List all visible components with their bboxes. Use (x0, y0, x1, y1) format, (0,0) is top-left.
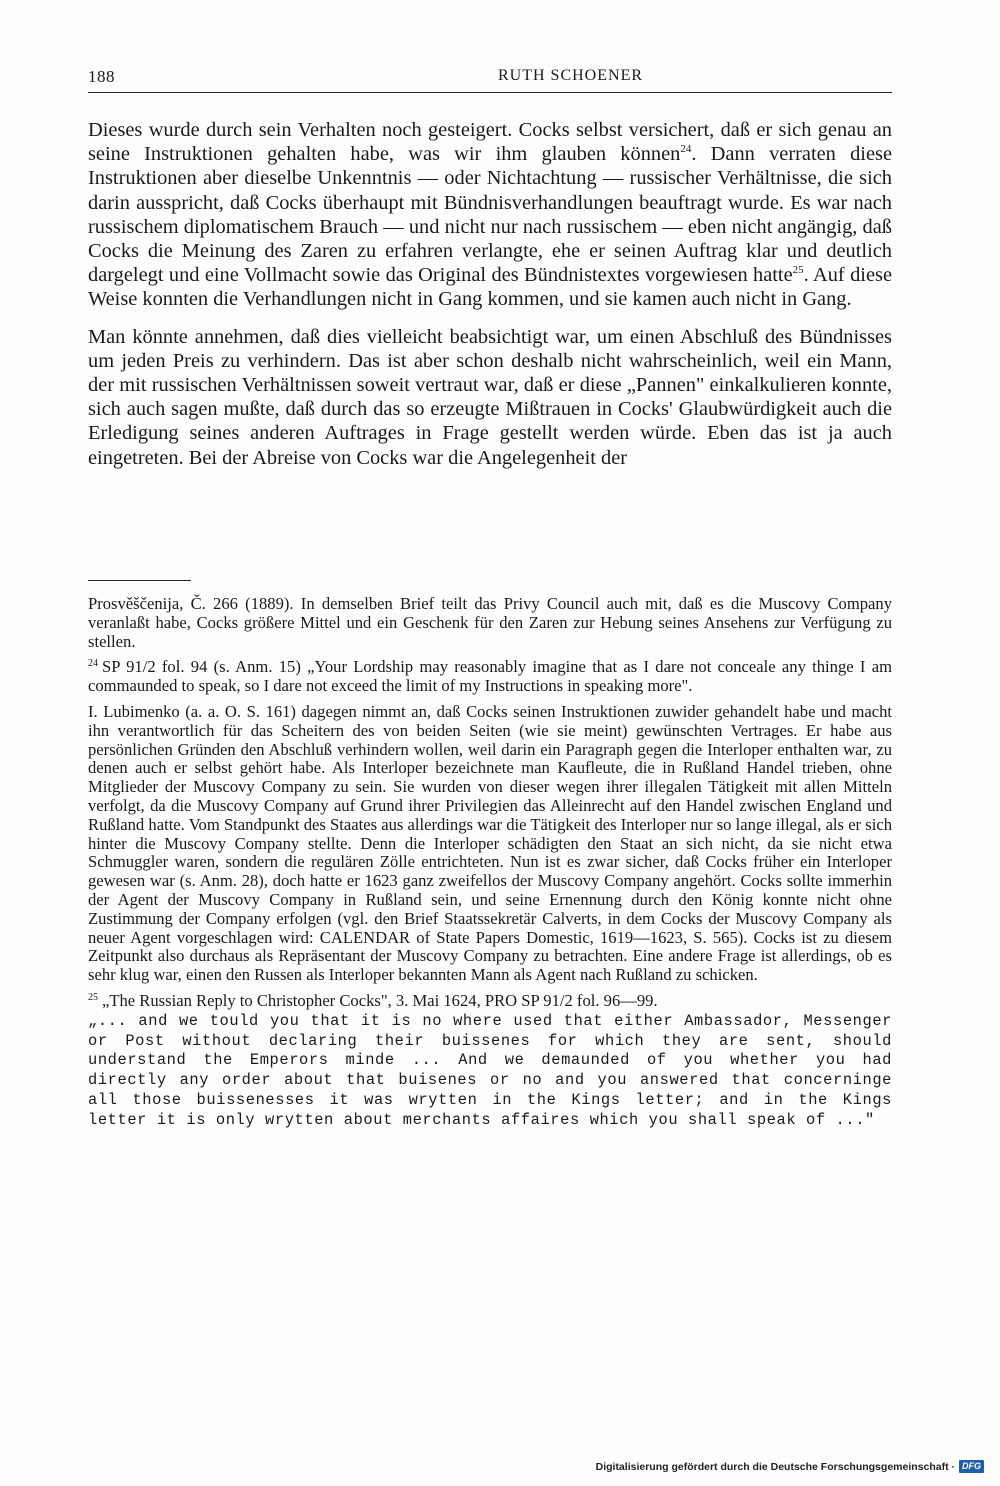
footnote-24 (88, 658, 892, 696)
credit-text: Digitalisierung gefördert durch die Deutsche Forschungsgemeinschaft · (595, 1460, 955, 1473)
footnote-25 (88, 992, 892, 1130)
footnote-ref-24: 24 (680, 143, 692, 156)
main-text (88, 118, 892, 470)
paragraph-1 (88, 118, 892, 312)
digitization-credit (596, 1460, 984, 1473)
paragraph-1-part-c: . Auf diese Weise konnten die Verhandlungen nicht in Gang kommen, und sie kamen auch nicht in Gang. (88, 264, 892, 311)
footnote-24-quote: SP 91/2 fol. 94 (s. Anm. 15) „Your Lordship may reasonably imagine that as I dare not conceale any thinge I am commaunded to speak, so I dare not exceed the limit of my Instructions in speaking more". (88, 657, 892, 696)
paragraph-1-part-a: Dieses wurde durch sein Verhalten noch gesteigert. Cocks selbst versichert, daß er sich genau an seine Instruktionen gehalten habe, was wir ihm glauben können (88, 119, 892, 166)
dfg-logo-icon: DFG (959, 1460, 984, 1473)
footnote-ref-25: 25 (792, 264, 804, 277)
footnote-24-commentary: I. Lubimenko (a. a. O. S. 161) dagegen nimmt an, daß Cocks seinen Instruktionen zuwider gehandelt habe und macht ihn verantwortlich für das Scheitern des von beiden Seiten (wie sie meint) gewünschten Vertrages. Er habe aus persönlichen Gründen den Abschluß verhindern wollen, weil darin ein Paragraph gegen die Interloper enthalten war, zu denen auch er selbst gehört habe. Als Interloper bezeichnete man Kaufleute, die in Rußland Handel trieben, ohne Mitglieder der Muscovy Company zu sein. Sie wurden von dieser wegen ihrer illegalen Tätigkeit mit allen Mitteln verfolgt, da die Muscovy Company auf Grund ihrer Privilegien das Alleinrecht auf den Handel zwischen England und Rußland hatte. Vom Standpunkt des Staates aus allerdings war die Tätigkeit des Interloper nur so lange illegal, als er sich hinter die Muscovy Company stellte. Denn die Interloper schädigten den Staat an sich nicht, da sie nicht etwa Schmuggler waren, sondern die regulären Zölle entrichteten. Nun ist es zwar sicher, daß Cocks früher ein Interloper gewesen war (s. Anm. 28), doch hatte er 1623 ganz zweifellos der Muscovy Company angehört. Cocks sollte immerhin der Agent der Muscovy Company in Rußland sein, und seine Ernennung durch den König konnte nicht ohne Zustimmung der Company erfolgen (vgl. den Brief Staatssekretär Calverts, in dem Cocks der Muscovy Company als neuer Agent vorgeschlagen wird: CALENDAR of State Papers Domestic, 1619—1623, S. 565). Cocks ist zu diesem Zeitpunkt also durchaus als Repräsentant der Muscovy Company zu betrachten. Eine andere Frage ist allerdings, ob es sehr klug war, einen den Russen als Interloper bekannten Mann als Agent nach Rußland zu schicken. (88, 701, 892, 985)
footnote-continued: Prosvěščenija, Č. 266 (1889). In demselben Brief teilt das Privy Council auch mit, daß es die Muscovy Company veranlaßt habe, Cocks größere Mittel und ein Geschenk für den Zaren zur Hebung seines Ansehens zur Verfügung zu stellen. (88, 594, 892, 651)
page-number: 188 (88, 67, 115, 86)
paragraph-2: Man könnte annehmen, daß dies vielleicht beabsichtigt war, um einen Abschluß des Bündnisses um jeden Preis zu verhindern. Das ist aber schon deshalb nicht wahrscheinlich, weil ein Mann, der mit russischen Verhältnissen soweit vertraut war, daß er diese „Pannen" einkalkulieren konnte, sich auch sagen mußte, daß durch das so erzeugte Mißtrauen in Cocks' Glaubwürdigkeit auch die Erledigung seines anderen Auftrages in Frage gestellt werden würde. Eben das ist ja auch eingetreten. Bei der Abreise von Cocks war die Angelegenheit der (88, 325, 892, 469)
footnote-25-mark: 25 (88, 991, 98, 1003)
footnote-25-source: „The Russian Reply to Christopher Cocks", 3. Mai 1624, PRO SP 91/2 fol. 96—99. (102, 990, 658, 1010)
running-head (88, 66, 892, 93)
footnote-25-quote: „... and we tould you that it is no where used that either Ambassador, Messenger or Post without declaring their buissenes for which they are sent, should understand the Emperors minde ... And we demaunded of you whether you had directly any order about that buisenes or no and you answered that concerninge all those buissenesses it was wrytten in the Kings letter; and in the Kings letter it is only wrytten about merchants affaires which you shall speak of ..." (88, 1011, 892, 1129)
running-head-author: RUTH SCHOENER (498, 67, 644, 84)
footnote-divider (88, 580, 191, 581)
footnotes (88, 595, 892, 1130)
paragraph-1-part-b: . Dann verraten diese Instruktionen aber dieselbe Unkenntnis — oder Nichtachtung — russischer Verhältnisse, die sich darin ausspricht, daß Cocks überhaupt mit Bündnisverhandlungen beauftragt wurde. Es war nach russischem diplomatischem Brauch — und nicht nur nach russischem — eben nicht angängig, daß Cocks die Meinung des Zaren zu erfahren verlangte, ehe er seinen Auftrag klar und deutlich dargelegt und eine Vollmacht sowie das Original des Bündnistextes vorgewiesen hatte (88, 143, 892, 287)
footnote-24-mark: 24 (88, 658, 98, 670)
